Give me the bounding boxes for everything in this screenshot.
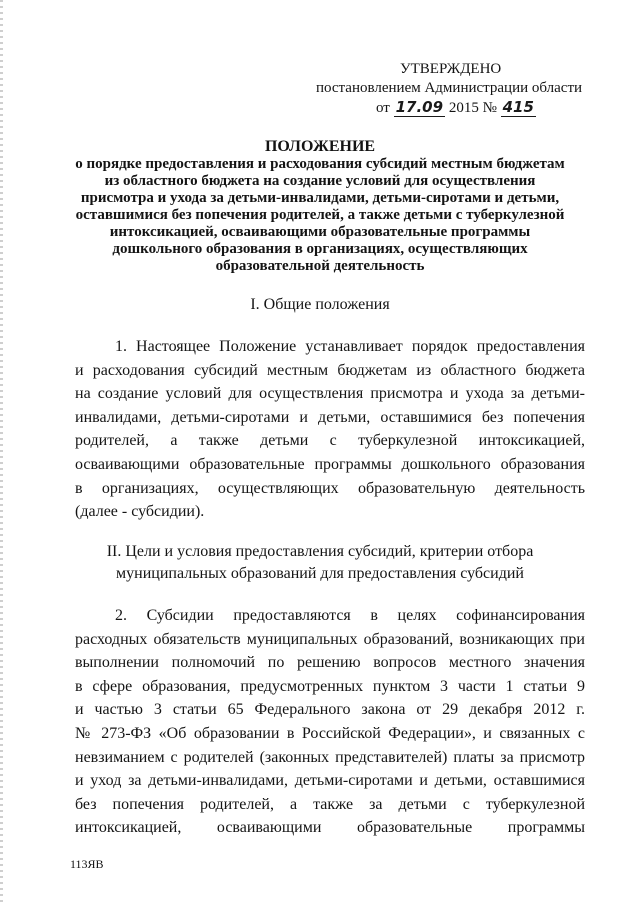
paragraph-line: невзиманием с родителей (законных представителей) платы за присмотр	[75, 748, 585, 766]
paragraph-line: выполнении полномочий по решению вопросов местного значения	[75, 654, 585, 672]
title-line: о порядке предоставления и расходования субсидий местным бюджетам	[75, 156, 565, 172]
document-code: 113ЯВ	[70, 857, 104, 871]
paragraph-line: 1. Настоящее Положение устанавливает порядок предоставления	[115, 338, 585, 355]
paragraph-line: 2. Субсидии предоставляются в целях софинансирования	[115, 607, 585, 624]
paragraph-line: и уход за детьми-инвалидами, детьми-сиротами и детьми, оставшимися	[75, 772, 585, 790]
paragraph-line: и расходования субсидий местным бюджетам из областного бюджета	[75, 361, 585, 379]
paragraph-line: в организациях, осуществляющих образовательную деятельность	[75, 479, 585, 497]
title-line: образовательной деятельность	[215, 258, 425, 274]
paragraph-line: в сфере образования, предусмотренных пунктом 3 части 1 статьи 9	[75, 677, 585, 695]
approval-stamp	[300, 60, 600, 118]
handwritten-number: 415	[502, 98, 534, 116]
title-line: дошкольного образования в организациях, осуществляющих	[112, 241, 528, 257]
paragraph-line: осваивающими образовательные программы дошкольного образования	[75, 455, 585, 473]
paragraph-line: и частью 3 статьи 65 Федерального закона от 29 декабря 2012 г.	[75, 701, 585, 719]
section-heading-general: I. Общие положения	[250, 296, 390, 313]
handwritten-date: 17.09	[395, 98, 444, 116]
title-line: из областного бюджета на создание условий для осуществления	[104, 173, 536, 189]
paragraph-line: родителей, а также детьми с туберкулезной интоксикацией,	[75, 432, 585, 450]
document-title	[60, 138, 580, 275]
section-heading-line: II. Цели и условия предоставления субсидий, критерии отбора	[106, 543, 534, 560]
paragraph-line: инвалидами, детьми-сиротами и детьми, оставшимися без попечения	[75, 408, 585, 426]
title-line: оставшимися без попечения родителей, а также детьми с туберкулезной	[75, 207, 565, 223]
paragraph-line: (далее - субсидии).	[75, 503, 205, 521]
title-line: присмотра и ухода за детьми-инвалидами, детьми-сиротами и детьми,	[80, 190, 560, 206]
approval-date-prefix: от	[376, 100, 390, 116]
paragraph-line: расходных обязательств муниципальных образований, возникающих при	[75, 630, 585, 648]
scan-edge	[0, 0, 3, 905]
section-heading-goals	[60, 541, 580, 585]
paragraph-line: интоксикацией, осваивающими образовательные программы	[75, 819, 585, 837]
approval-issuer: постановлением Администрации области	[316, 80, 583, 96]
title-heading: ПОЛОЖЕНИЕ	[264, 138, 376, 155]
paragraph-line: на создание условий для осуществления присмотра и ухода за детьми-	[75, 385, 585, 403]
approval-date-line	[376, 98, 600, 118]
approval-year: 2015 №	[448, 100, 497, 116]
paragraph-1	[75, 335, 585, 524]
approval-heading: УТВЕРЖДЕНО	[400, 61, 502, 77]
title-line: интоксикацией, осваивающими образовательные программы	[109, 224, 531, 240]
paragraph-line: № 273-ФЗ «Об образовании в Российской Федерации», и связанных с	[75, 724, 585, 742]
paragraph-2	[75, 604, 585, 840]
paragraph-line: без попечения родителей, а также за детьми с туберкулезной	[75, 795, 585, 813]
section-heading-line: муниципальных образований для предоставления субсидий	[116, 565, 524, 582]
